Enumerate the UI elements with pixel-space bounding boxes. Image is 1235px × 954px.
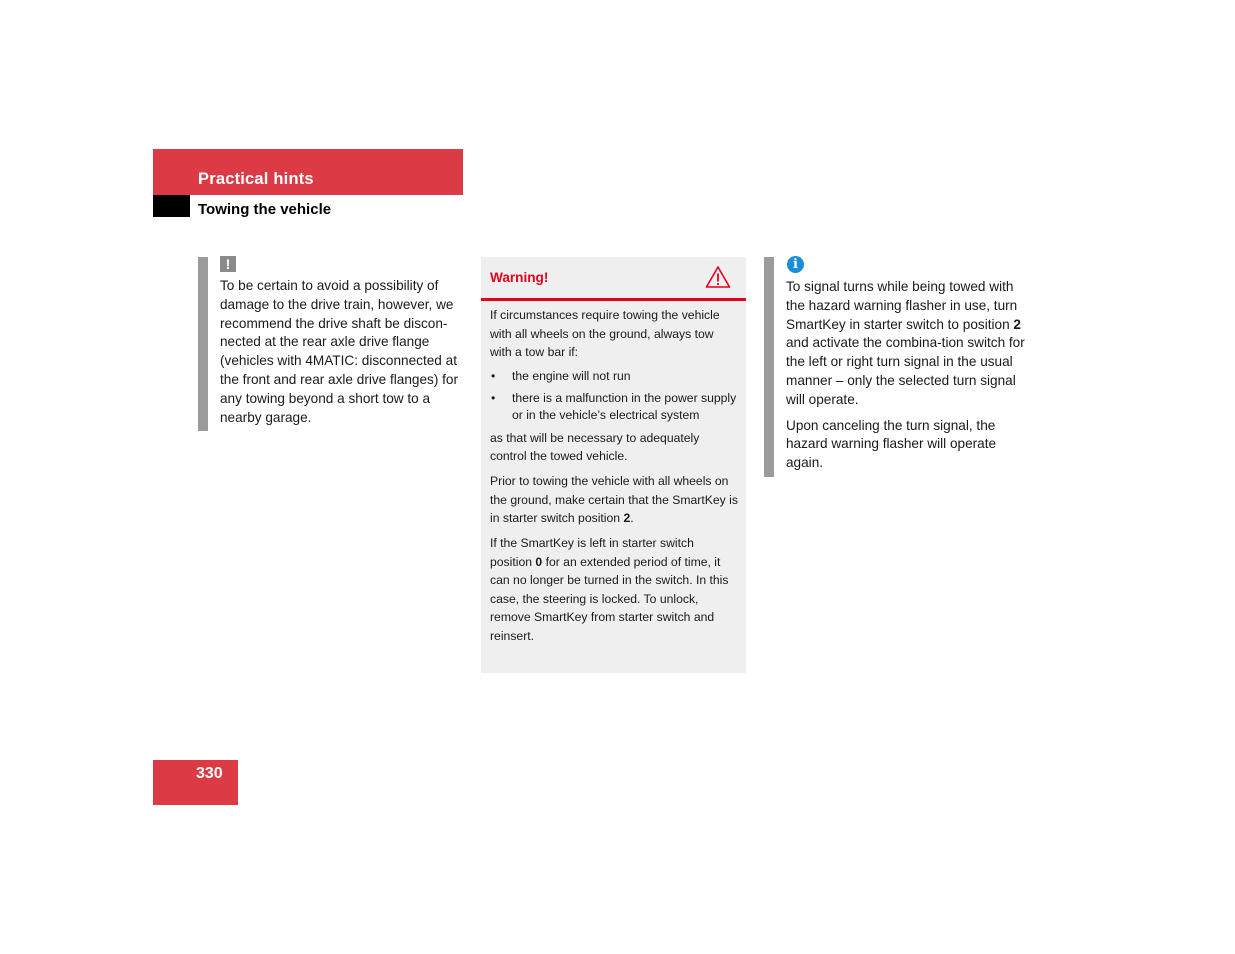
warning-triangle-icon	[705, 265, 731, 289]
warning-after-list: as that will be necessary to adequately control the towed vehicle.	[490, 430, 700, 463]
warning-divider	[481, 298, 746, 301]
info-text	[786, 278, 1031, 480]
list-item: • the engine will not run	[490, 368, 738, 386]
info-paragraph-1: To signal turns while being towed with the hazard warning flasher in use, turn SmartKey in starter switch to position 2 and activate the combina-tion switch for the left or right turn signal in the usual manner – only the selected turn signal will operate.	[786, 279, 1025, 407]
section-marker	[153, 195, 190, 217]
info-paragraph-2: Upon canceling the turn signal, the hazard warning flasher will operate again.	[786, 417, 997, 471]
warning-title: Warning!	[490, 270, 549, 285]
warning-list	[490, 368, 738, 425]
info-side-bar	[764, 257, 774, 477]
info-icon: i	[787, 256, 804, 273]
note-side-bar	[198, 257, 208, 431]
warning-paragraph-2: Prior to towing the vehicle with all wheels on the ground, make certain that the SmartKey is in starter switch position 2.	[490, 474, 738, 525]
list-item: • there is a malfunction in the power supply or in the vehicle’s electrical system	[490, 390, 738, 425]
warning-intro: If circumstances require towing the vehicle with all wheels on the ground, always tow with a tow bar if:	[490, 308, 720, 359]
section-title: Towing the vehicle	[198, 201, 332, 218]
chapter-title: Practical hints	[198, 170, 314, 188]
page-number: 330	[196, 765, 223, 782]
warning-paragraph-3: If the SmartKey is left in starter switch position 0 for an extended period of time, it can no longer be turned in the switch. In this case, the steering is locked. To unlock, remove SmartKey from starter switch and reinsert.	[490, 536, 729, 643]
exclamation-icon: !	[220, 256, 236, 272]
note-text: To be certain to avoid a possibility of damage to the drive train, however, we recommend the drive shaft be discon-nected at the rear axle drive flange (vehicles with 4MATIC: disconnected at the front and rear axle drive flanges) for any towing beyond a short tow to a nearby garage.	[220, 278, 459, 425]
warning-body	[490, 306, 738, 652]
